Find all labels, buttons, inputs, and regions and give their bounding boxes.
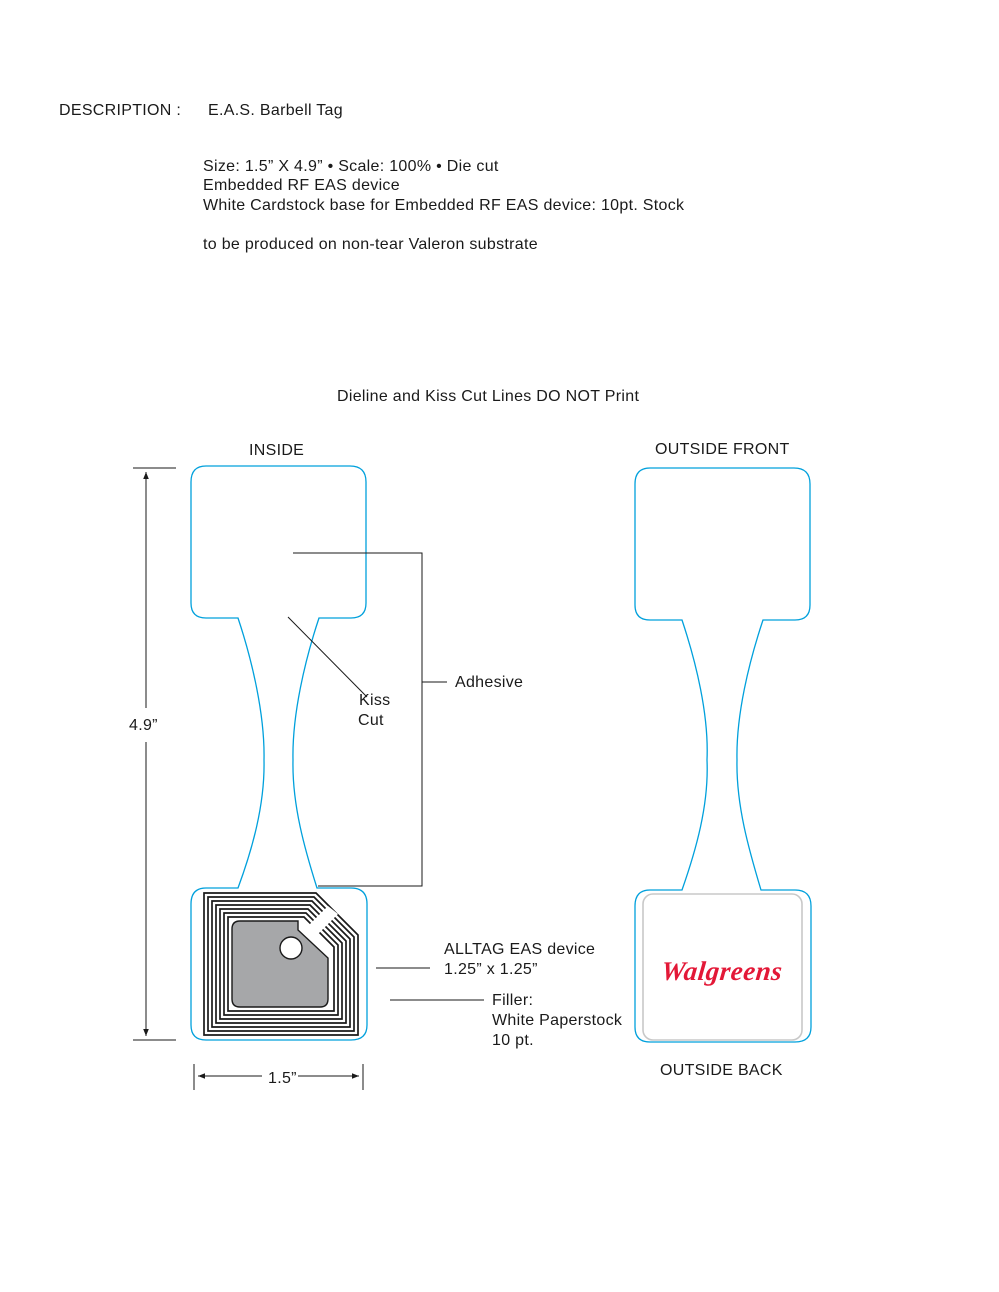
spec-substrate: to be produced on non-tear Valeron substrate	[203, 236, 538, 253]
height-dimension	[133, 468, 176, 1040]
spec-cardstock: White Cardstock base for Embedded RF EAS device: 10pt. Stock	[203, 197, 685, 214]
description-value: E.A.S. Barbell Tag	[208, 102, 343, 119]
width-dimension	[194, 1064, 363, 1090]
eas-device-label: ALLTAG EAS device	[444, 941, 596, 958]
kiss-cut-label-line1: Kiss	[359, 692, 391, 709]
kiss-cut-label-line2: Cut	[358, 712, 384, 729]
adhesive-bracket	[293, 553, 447, 886]
outside-front-label: OUTSIDE FRONT	[655, 441, 790, 458]
filler-material: White Paperstock	[492, 1012, 623, 1029]
outside-back-label: OUTSIDE BACK	[660, 1062, 783, 1079]
spec-size: Size: 1.5” X 4.9” • Scale: 100% • Die cut	[203, 158, 499, 175]
height-dimension-label: 4.9”	[129, 717, 158, 734]
walgreens-logo: Walgreens	[659, 956, 784, 986]
inside-label: INSIDE	[249, 442, 305, 459]
width-dimension-label: 1.5”	[268, 1070, 297, 1087]
eas-device-hole	[280, 937, 302, 959]
filler-thickness: 10 pt.	[492, 1032, 534, 1049]
eas-device-size: 1.25” x 1.25”	[444, 961, 538, 978]
kiss-cut-leader	[288, 617, 367, 697]
spec-device: Embedded RF EAS device	[203, 177, 400, 194]
adhesive-label: Adhesive	[455, 674, 524, 691]
dieline-note: Dieline and Kiss Cut Lines DO NOT Print	[337, 388, 640, 405]
filler-label: Filler:	[492, 992, 534, 1009]
description-label: DESCRIPTION :	[59, 102, 182, 119]
